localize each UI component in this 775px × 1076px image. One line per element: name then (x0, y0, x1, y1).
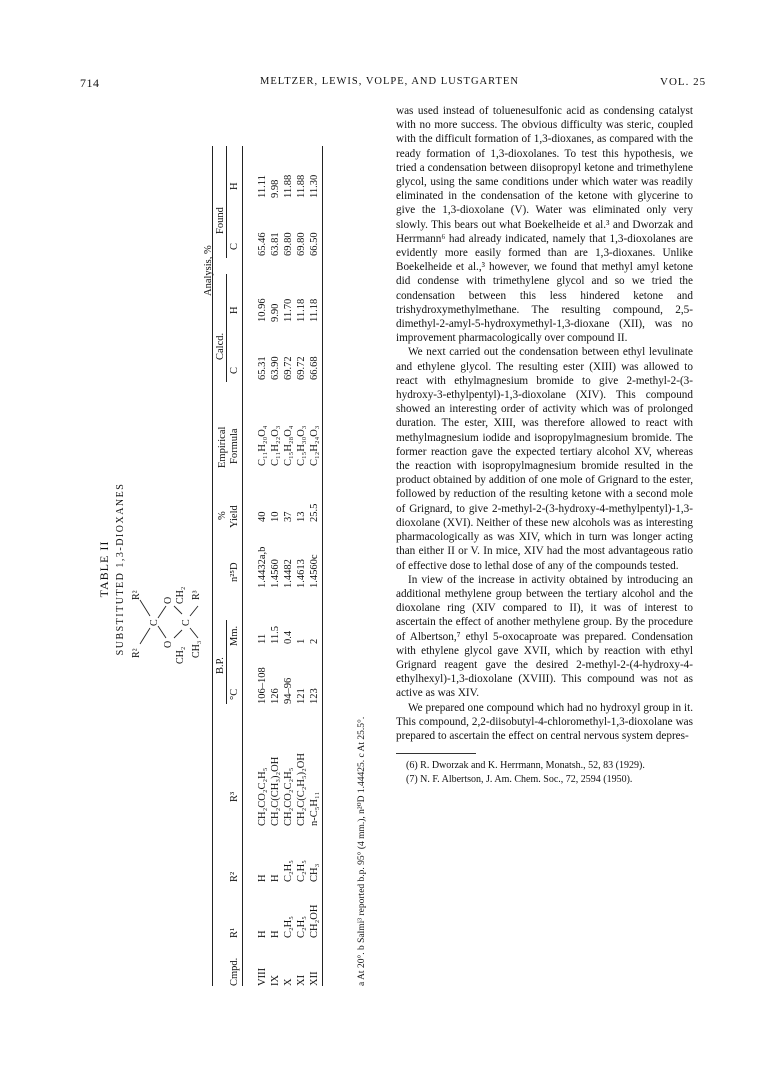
cell-calc-h: 11.70 (283, 298, 294, 322)
cell-calc-h: 10.96 (257, 298, 268, 322)
cell-formula: C₁₅H₃₀O₃ (296, 425, 307, 466)
cell-found-c: 65.46 (257, 232, 268, 256)
calcd-span-rule (226, 274, 227, 382)
reference-item: (7) N. F. Albertson, J. Am. Chem. Soc., 72, 2594 (1950). (406, 773, 633, 785)
cell-nd: 1.4613 (296, 559, 307, 588)
cell-calc-c: 69.72 (283, 356, 294, 380)
body-paragraph: We prepared one compound which had no hydroxyl group in it. This compound, 2,2-diisobutyl-4-chloromethyl-1,3-dioxolane was prepared to ascertain the effect on central nervous system depres- (396, 701, 693, 742)
structure-o-right: O (163, 596, 174, 604)
cell-cmpd: X (283, 978, 294, 986)
structure-ch3: CH₃ (191, 640, 202, 658)
structure-o-left: O (163, 640, 174, 648)
page-number: 714 (80, 76, 100, 90)
table-row (269, 146, 282, 986)
structure-bonds (130, 464, 202, 664)
cell-r3: CH₂C(CH₃)₂OH (270, 756, 281, 826)
cell-yield: 37 (283, 511, 294, 522)
table-ii (90, 104, 380, 1034)
cell-r3: CH₂CO₂C₂H₅ (257, 767, 268, 826)
cell-calc-h: 9.90 (270, 303, 281, 322)
header-calc-c: C (229, 366, 240, 374)
cell-nd: 1.4560c (309, 554, 320, 588)
structure-r2-right: R² (131, 590, 142, 600)
body-text-column (396, 104, 693, 787)
cell-found-c: 69.80 (296, 232, 307, 256)
cell-r1: H (270, 930, 281, 938)
dioxane-structure (130, 464, 202, 664)
header-yield: Yield (229, 505, 240, 528)
cell-bp-mm: 11.5 (270, 626, 281, 644)
cell-found-c: 69.80 (283, 232, 294, 256)
header-formula-1: Empirical (217, 426, 228, 468)
cell-found-c: 63.81 (270, 232, 281, 256)
cell-yield: 40 (257, 511, 268, 522)
header-cmpd: Cmpd. (229, 957, 240, 986)
cell-bp-c: 94–96 (283, 677, 294, 704)
cell-found-h: 11.88 (296, 174, 307, 198)
cell-r1: CH₂OH (309, 904, 320, 938)
cell-calc-c: 63.90 (270, 356, 281, 380)
cell-bp-mm: 0.4 (283, 630, 294, 644)
cell-bp-mm: 1 (296, 638, 307, 644)
cell-formula: C₁₅H₂₈O₄ (283, 425, 294, 466)
cell-bp-c: 126 (270, 688, 281, 704)
header-bp-c: °C (229, 688, 240, 700)
structure-ch2-left: CH₂ (175, 646, 186, 664)
header-calcd: Calcd. (215, 332, 226, 360)
cell-calc-c: 66.68 (309, 356, 320, 380)
cell-r1: H (257, 930, 268, 938)
table-bottom-rule (322, 146, 323, 986)
header-found: Found (215, 207, 226, 234)
structure-c-top: C (149, 619, 160, 626)
cell-r1: C₂H₅ (296, 916, 307, 938)
cell-r3: CH₂C(C₂H₅)₂OH (296, 753, 307, 826)
cell-formula: C₁₂H₂₄O₃ (309, 425, 320, 466)
cell-nd: 1.4432a,b (257, 546, 268, 588)
table-row (282, 146, 295, 986)
cell-calc-c: 69.72 (296, 356, 307, 380)
cell-r2: CH₃ (309, 863, 320, 882)
cell-r3: CH₂CO₂C₂H₅ (283, 767, 294, 826)
structure-r2-left: R² (131, 648, 142, 658)
header-nd: n²⁵D (229, 562, 240, 582)
cell-yield: 13 (296, 511, 307, 522)
table-subtitle: SUBSTITUTED 1,3-DIOXANES (115, 482, 126, 656)
cell-nd: 1.4560 (270, 559, 281, 588)
analysis-span-rule (212, 146, 213, 382)
body-paragraph: In view of the increase in activity obtained by introducing an additional methylene group between the tertiary alcohol and the dioxolane ring (XIV compared to II), it was of interest to ascertain the effect of another methylene group. By the procedure of Albertson,⁷ ethyl 5-oxocaproate was prepared. Condensation with ethylene glycol gave XVII, which by reaction with ethyl Grignard reagent gave the desired 2-methyl-2-(4-hydroxy-4-ethylhexyl)-1,3-dioxolane (XVIII). This compound was not as active as was XIV. (396, 573, 693, 700)
header-analysis: Analysis, % (203, 245, 214, 296)
header-bp-mm: Mm. (229, 625, 240, 646)
cell-cmpd: IX (270, 974, 281, 986)
cell-calc-h: 11.18 (309, 298, 320, 322)
reference-item: (6) R. Dworzak and K. Herrmann, Monatsh., 52, 83 (1929). (406, 760, 645, 772)
cell-cmpd: XII (309, 971, 320, 986)
cell-bp-mm: 11 (257, 633, 268, 644)
references (396, 760, 693, 786)
header-found-h: H (229, 182, 240, 190)
cell-bp-c: 106–108 (257, 667, 268, 704)
table-row (256, 146, 269, 986)
cell-calc-h: 11.18 (296, 298, 307, 322)
table-row (295, 146, 308, 986)
running-header (0, 76, 775, 92)
structure-ch2-right: CH₂ (175, 586, 186, 604)
cell-found-h: 11.11 (257, 175, 268, 198)
header-r3: R³ (229, 791, 240, 802)
table-header-rule (242, 146, 243, 986)
cell-r2: C₂H₅ (296, 860, 307, 882)
cell-r2: H (257, 874, 268, 882)
cell-found-h: 11.30 (309, 174, 320, 198)
header-found-c: C (229, 242, 240, 250)
cell-found-h: 11.88 (283, 174, 294, 198)
cell-bp-c: 121 (296, 688, 307, 704)
cell-r3: n-C₅H₁₁ (309, 791, 320, 826)
cell-yield: 25.5 (309, 503, 320, 522)
found-span-rule (226, 146, 227, 258)
header-r2: R² (229, 871, 240, 882)
body-paragraph: We next carried out the condensation between ethyl levulinate and ethylene glycol. The resulting ester (XIII) was allowed to react with ethylmagnesium bromide to give 2-methyl-2-(3-hydroxy-3-ethylpentyl)-1,3-dioxolane (XIV). This compound showed an interesting order of activity which was of prolonged duration. The ester, XIII, was therefore allowed to react with methylmagnesium iodide and isopropylmagnesium bromide. The former reaction gave the expected tertiary alcohol XV, whereas the reaction with isopropylmagnesium bromide resulted in the product obtained by addition of one mole of Grignard to the ester, followed by reduction of the resulting ketone with a second mole of Grignard, to give 2-methyl-2-(3-hydroxy-4-methylpentyl)-1,3-dioxolane (XVI). Neither of these new alcohols was as interesting pharmacologically as was XIV, which in turn was longer acting than either II or V. In mice, XIV had the most advantageous ratio of effective dose to lethal dose of any of the compounds tested. (396, 346, 693, 572)
bp-span-rule (226, 620, 227, 704)
header-formula-2: Formula (229, 428, 240, 464)
cell-bp-c: 123 (309, 688, 320, 704)
running-title: MELTZER, LEWIS, VOLPE, AND LUSTGARTEN (260, 76, 519, 87)
cell-nd: 1.4482 (283, 559, 294, 588)
cell-bp-mm: 2 (309, 638, 320, 644)
table-row (308, 146, 321, 986)
body-paragraph: was used instead of toluenesulfonic acid as condensing catalyst with no more success. The obvious difficulty was steric, coupled with the difficult formation of 1,3-dioxanes, as compared with the ready formation of 1,3-dioxolanes. To test this hypothesis, we tried a condensation between diisopropyl ketone and trimethylene glycol, using the same conditions under which water was readily eliminated in the condensation of the ketone with glycerine to give the 1,3-dioxolane (V). Water was eliminated only very slowly. This bears out what Boekelheide et al.³ and Dworzak and Herrmann⁶ had already indicated, namely that 1,3-dioxolanes are evidently more easily formed than are 1,3-dioxanes. Unlike Boekelheide et al.,³ however, we found that methyl amyl ketone did condense with trimethylene glycol and so we tried the condensation between this less hindered ketone and trishydroxymethylmethane. The resulting compound, 2,5-dimethyl-2-amyl-5-hydroxymethyl-1,3-dioxane (XII), was no improvement pharmacologically over compound II. (396, 105, 693, 345)
cell-found-c: 66.50 (309, 232, 320, 256)
cell-r2: H (270, 874, 281, 882)
structure-c-bottom: C (181, 619, 192, 626)
table-footnote: a At 20°. b Salmi³ reported b.p. 95° (4 mm.), n²⁰D 1.44425. c At 25.5°. (357, 716, 367, 986)
cell-r2: C₂H₅ (283, 860, 294, 882)
cell-formula: C₁₁H₂₀O₄ (257, 425, 268, 466)
table-title: TABLE II (97, 540, 111, 598)
cell-cmpd: XI (296, 974, 307, 986)
header-yield-pct: % (217, 511, 228, 520)
cell-formula: C₁₁H₂₂O₃ (270, 425, 281, 466)
volume-label: VOL. 25 (660, 76, 707, 88)
cell-yield: 10 (270, 511, 281, 522)
cell-found-h: 9.98 (270, 179, 281, 198)
structure-r3: R³ (191, 590, 202, 600)
cell-cmpd: VIII (257, 967, 268, 986)
cell-r1: C₂H₅ (283, 916, 294, 938)
footnote-rule (396, 753, 476, 754)
header-bp: B.P. (215, 657, 226, 674)
header-calc-h: H (229, 306, 240, 314)
cell-calc-c: 65.31 (257, 356, 268, 380)
header-r1: R¹ (229, 927, 240, 938)
